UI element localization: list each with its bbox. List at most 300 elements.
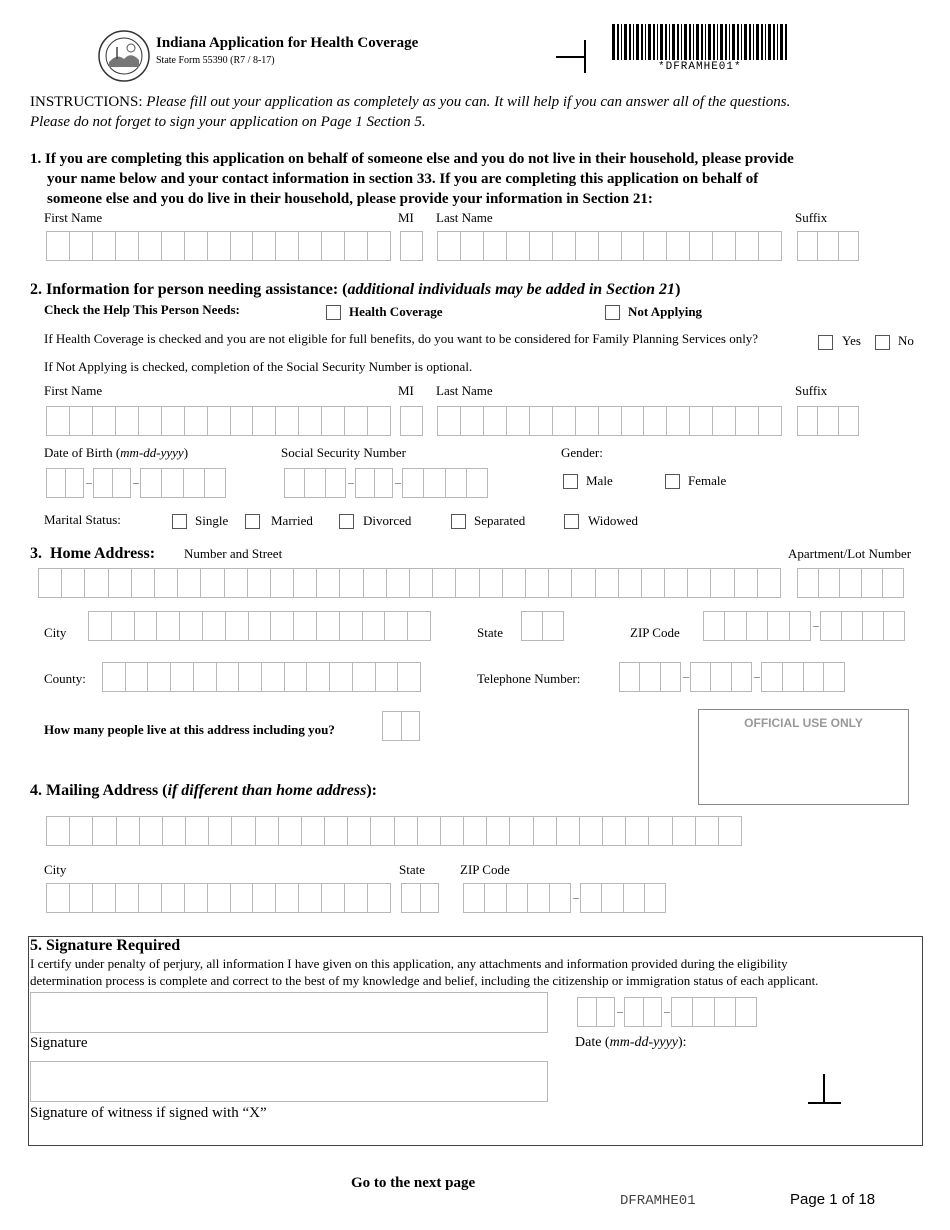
character-cell xyxy=(690,232,713,260)
character-cell xyxy=(534,817,557,845)
section1-line2: your name below and your contact information in section 33. If you are completing this application on behalf of xyxy=(47,171,759,187)
character-cell xyxy=(186,817,209,845)
character-cell xyxy=(507,232,530,260)
ssn-dash xyxy=(348,483,354,484)
character-cell xyxy=(839,407,858,435)
mailing-city-label: City xyxy=(44,862,67,877)
s2-suffix-input[interactable] xyxy=(797,406,859,436)
barcode-bar xyxy=(768,24,771,60)
character-cell xyxy=(619,569,642,597)
sign-date-year-input[interactable] xyxy=(671,997,757,1027)
character-cell xyxy=(711,569,734,597)
s1-last-name-input[interactable] xyxy=(437,231,782,261)
character-cell xyxy=(231,884,254,912)
character-cell xyxy=(305,469,325,497)
section4-title-end: ): xyxy=(366,782,377,799)
county-input[interactable] xyxy=(102,662,421,692)
character-cell xyxy=(581,884,602,912)
dob-label-close: ) xyxy=(183,445,189,460)
marital-divorced-label: Divorced xyxy=(363,513,412,528)
household-count-input[interactable] xyxy=(382,711,420,741)
home-zip5-input[interactable] xyxy=(703,611,811,641)
dob-month-input[interactable] xyxy=(46,468,84,498)
character-cell xyxy=(276,884,299,912)
s1-last-name-label: Last Name xyxy=(436,210,493,225)
character-cell xyxy=(271,612,294,640)
character-cell xyxy=(271,569,294,597)
dob-year-input[interactable] xyxy=(140,468,226,498)
character-cell xyxy=(461,407,484,435)
street-label: Number and Street xyxy=(184,546,283,561)
gender-label: Gender: xyxy=(561,445,603,460)
character-cell xyxy=(464,817,487,845)
state-seal-icon xyxy=(97,29,151,83)
character-cell xyxy=(408,612,430,640)
character-cell xyxy=(148,663,171,691)
family-planning-yes-label: Yes xyxy=(842,333,861,348)
s1-first-name-label: First Name xyxy=(44,210,103,225)
not-applying-label: Not Applying xyxy=(628,304,703,319)
character-cell xyxy=(139,407,162,435)
character-cell xyxy=(580,817,603,845)
phone-area-input[interactable] xyxy=(619,662,681,692)
character-cell xyxy=(691,663,711,691)
county-label: County: xyxy=(44,671,86,686)
barcode-bar xyxy=(705,24,706,60)
character-cell xyxy=(231,232,254,260)
section4-heading xyxy=(30,782,377,800)
character-cell xyxy=(279,817,302,845)
character-cell xyxy=(690,407,713,435)
character-cell xyxy=(725,612,746,640)
character-cell xyxy=(385,612,408,640)
character-cell xyxy=(253,232,276,260)
character-cell xyxy=(747,612,768,640)
character-cell xyxy=(798,407,818,435)
character-cell xyxy=(441,817,464,845)
character-cell xyxy=(424,469,445,497)
s2-last-name-label: Last Name xyxy=(436,383,493,398)
section1-heading xyxy=(30,149,794,209)
character-cell xyxy=(317,569,340,597)
character-cell xyxy=(217,663,240,691)
character-cell xyxy=(576,232,599,260)
sign-date-label-close: ): xyxy=(678,1035,687,1050)
character-cell xyxy=(163,817,186,845)
family-planning-no-checkbox[interactable] xyxy=(875,335,890,350)
mailing-state-input[interactable] xyxy=(401,883,439,913)
mailing-zip-label: ZIP Code xyxy=(460,862,510,877)
character-cell xyxy=(345,407,368,435)
character-cell xyxy=(203,612,226,640)
s2-first-name-input[interactable] xyxy=(46,406,391,436)
character-cell xyxy=(503,569,526,597)
phone-dash xyxy=(683,677,689,678)
phone-prefix-input[interactable] xyxy=(690,662,752,692)
sign-date-label xyxy=(575,1035,687,1051)
not-applying-checkbox[interactable] xyxy=(605,305,620,320)
character-cell xyxy=(644,232,667,260)
character-cell xyxy=(719,817,741,845)
character-cell xyxy=(85,569,108,597)
character-cell xyxy=(704,612,725,640)
character-cell xyxy=(672,998,693,1026)
barcode-bar xyxy=(717,24,718,60)
dob-label-text: Date of Birth ( xyxy=(44,445,121,460)
s1-suffix-input[interactable] xyxy=(797,231,859,261)
character-cell xyxy=(667,232,690,260)
phone-label: Telephone Number: xyxy=(477,671,581,686)
sign-date-month-input[interactable] xyxy=(577,997,615,1027)
character-cell xyxy=(232,817,255,845)
character-cell xyxy=(790,612,810,640)
character-cell xyxy=(819,569,840,597)
barcode-bar xyxy=(660,24,663,60)
character-cell xyxy=(294,612,317,640)
character-cell xyxy=(116,407,139,435)
character-cell xyxy=(732,663,751,691)
section1-line1: 1. If you are completing this application on behalf of someone else and you do not live in their household, please provide xyxy=(30,151,794,167)
health-coverage-checkbox[interactable] xyxy=(326,305,341,320)
character-cell xyxy=(798,232,818,260)
instructions-line1: Please fill out your application as completely as you can. It will help if you can answer all of the questions. xyxy=(146,94,791,110)
ssn-label: Social Security Number xyxy=(281,445,406,460)
s2-last-name-input[interactable] xyxy=(437,406,782,436)
character-cell xyxy=(209,817,232,845)
character-cell xyxy=(345,232,368,260)
household-count-question: How many people live at this address including you? xyxy=(44,722,335,737)
character-cell xyxy=(401,407,422,435)
gender-female-checkbox[interactable] xyxy=(665,474,680,489)
character-cell xyxy=(862,569,883,597)
character-cell xyxy=(162,407,185,435)
barcode-bar xyxy=(701,24,703,60)
character-cell xyxy=(299,232,322,260)
character-cell xyxy=(804,663,825,691)
barcode-bar xyxy=(765,24,766,60)
character-cell xyxy=(383,712,402,740)
character-cell xyxy=(340,569,363,597)
character-cell xyxy=(322,407,345,435)
character-cell xyxy=(208,407,231,435)
character-cell xyxy=(178,569,201,597)
character-cell xyxy=(162,232,185,260)
mailing-street-input[interactable] xyxy=(46,816,742,846)
character-cell xyxy=(599,407,622,435)
signature-input[interactable] xyxy=(30,992,548,1033)
character-cell xyxy=(62,569,85,597)
barcode-bar xyxy=(737,24,739,60)
character-cell xyxy=(446,469,467,497)
character-cell xyxy=(132,569,155,597)
character-cell xyxy=(226,612,249,640)
character-cell xyxy=(140,817,163,845)
home-state-label: State xyxy=(477,625,503,640)
s2-mi-input[interactable] xyxy=(400,406,423,436)
s1-first-name-input[interactable] xyxy=(46,231,391,261)
witness-signature-input[interactable] xyxy=(30,1061,548,1102)
character-cell xyxy=(185,884,208,912)
character-cell xyxy=(528,884,549,912)
s2-first-name-label: First Name xyxy=(44,383,103,398)
character-cell xyxy=(248,569,271,597)
gender-male-checkbox[interactable] xyxy=(563,474,578,489)
character-cell xyxy=(713,407,736,435)
instructions-label: INSTRUCTIONS: xyxy=(30,94,143,110)
instructions-line2: Please do not forget to sign your application on Page 1 Section 5. xyxy=(30,114,426,130)
character-cell xyxy=(208,232,231,260)
section2-title-end: ) xyxy=(675,281,681,298)
barcode-bar xyxy=(621,24,622,60)
character-cell xyxy=(667,407,690,435)
character-cell xyxy=(530,232,553,260)
barcode-bar xyxy=(636,24,639,60)
official-use-label: OFFICIAL USE ONLY xyxy=(744,716,863,730)
character-cell xyxy=(673,817,696,845)
character-cell xyxy=(798,569,819,597)
character-cell xyxy=(317,612,340,640)
home-city-label: City xyxy=(44,625,67,640)
character-cell xyxy=(93,817,116,845)
character-cell xyxy=(735,569,758,597)
character-cell xyxy=(620,663,640,691)
marital-married-label: Married xyxy=(271,513,313,528)
character-cell xyxy=(557,817,580,845)
form-number: State Form 55390 (R7 / 8-17) xyxy=(156,55,275,66)
certification-line2: determination process is complete and correct to the best of my knowledge and belief, including the citizenship or immigration status of each applicant. xyxy=(30,973,819,988)
barcode-bar xyxy=(749,24,751,60)
character-cell xyxy=(510,817,533,845)
barcode-bar xyxy=(681,24,682,60)
witness-signature-label: Signature of witness if signed with “X” xyxy=(30,1105,267,1121)
marital-status-label: Marital Status: xyxy=(44,512,121,527)
home-apt-input[interactable] xyxy=(797,568,904,598)
character-cell xyxy=(530,407,553,435)
character-cell xyxy=(821,612,842,640)
character-cell xyxy=(201,569,224,597)
character-cell xyxy=(597,998,615,1026)
character-cell xyxy=(205,469,225,497)
character-cell xyxy=(345,884,368,912)
character-cell xyxy=(759,407,781,435)
character-cell xyxy=(576,407,599,435)
character-cell xyxy=(883,569,903,597)
character-cell xyxy=(356,469,375,497)
character-cell xyxy=(116,884,139,912)
character-cell xyxy=(884,612,904,640)
s1-mi-input[interactable] xyxy=(400,231,423,261)
character-cell xyxy=(622,407,645,435)
section2-title-start: 2. Information for person needing assistance: ( xyxy=(30,281,348,298)
marital-married-checkbox[interactable] xyxy=(245,514,260,529)
barcode-bar xyxy=(648,24,651,60)
section1-line3: someone else and you do live in their household, please provide your information in Section 21: xyxy=(47,191,653,207)
s1-mi-label: MI xyxy=(398,210,414,225)
zip-dash xyxy=(573,898,579,899)
barcode-bar xyxy=(725,24,727,60)
character-cell xyxy=(736,407,759,435)
character-cell xyxy=(70,817,93,845)
barcode-bar xyxy=(708,24,711,60)
character-cell xyxy=(713,232,736,260)
barcode-bar xyxy=(773,24,775,60)
phone-line-input[interactable] xyxy=(761,662,845,692)
character-cell xyxy=(645,884,665,912)
home-zip-label: ZIP Code xyxy=(630,625,680,640)
character-cell xyxy=(484,232,507,260)
character-cell xyxy=(353,663,376,691)
s2-suffix-label: Suffix xyxy=(795,383,828,398)
family-planning-no-label: No xyxy=(898,333,914,348)
home-zip4-input[interactable] xyxy=(820,611,905,641)
character-cell xyxy=(47,469,66,497)
section5-title: 5. Signature Required xyxy=(30,937,181,954)
barcode-bar xyxy=(720,24,723,60)
character-cell xyxy=(70,232,93,260)
character-cell xyxy=(418,817,441,845)
sign-date-day-input[interactable] xyxy=(624,997,662,1027)
character-cell xyxy=(66,469,84,497)
character-cell xyxy=(253,884,276,912)
character-cell xyxy=(325,817,348,845)
section4-title-start: 4. Mailing Address ( xyxy=(30,782,168,799)
dob-label xyxy=(44,445,188,461)
marital-separated-checkbox[interactable] xyxy=(451,514,466,529)
character-cell xyxy=(162,884,185,912)
home-city-input[interactable] xyxy=(88,611,431,641)
character-cell xyxy=(626,817,649,845)
character-cell xyxy=(368,232,390,260)
character-cell xyxy=(402,884,421,912)
sign-date-label-text: Date ( xyxy=(575,1035,610,1050)
character-cell xyxy=(839,232,858,260)
character-cell xyxy=(371,817,394,845)
character-cell xyxy=(285,663,308,691)
home-state-input[interactable] xyxy=(521,611,564,641)
character-cell xyxy=(438,232,461,260)
barcode-bar xyxy=(684,24,687,60)
barcode-bar xyxy=(713,24,715,60)
character-cell xyxy=(93,232,116,260)
character-cell xyxy=(461,232,484,260)
character-cell xyxy=(47,817,70,845)
barcode-bar xyxy=(672,24,675,60)
ssn-dash xyxy=(395,483,401,484)
character-cell xyxy=(387,569,410,597)
ssn-part3-input[interactable] xyxy=(402,468,488,498)
home-street-input[interactable] xyxy=(38,568,781,598)
form-title: Indiana Application for Health Coverage xyxy=(156,35,419,51)
character-cell xyxy=(139,232,162,260)
character-cell xyxy=(112,612,135,640)
character-cell xyxy=(403,469,424,497)
health-coverage-label: Health Coverage xyxy=(349,304,443,319)
dob-dash xyxy=(86,483,92,484)
section2-title-italic: additional individuals may be added in Section 21 xyxy=(347,281,676,298)
barcode-bar xyxy=(645,24,646,60)
character-cell xyxy=(39,569,62,597)
character-cell xyxy=(171,663,194,691)
character-cell xyxy=(299,407,322,435)
character-cell xyxy=(47,884,70,912)
marital-divorced-checkbox[interactable] xyxy=(339,514,354,529)
character-cell xyxy=(368,407,390,435)
character-cell xyxy=(762,663,783,691)
character-cell xyxy=(302,817,325,845)
marital-separated-label: Separated xyxy=(474,513,526,528)
character-cell xyxy=(139,884,162,912)
family-planning-yes-checkbox[interactable] xyxy=(818,335,833,350)
character-cell xyxy=(93,407,116,435)
character-cell xyxy=(438,407,461,435)
mailing-city-input[interactable] xyxy=(46,883,391,913)
character-cell xyxy=(736,232,759,260)
character-cell xyxy=(688,569,711,597)
character-cell xyxy=(225,569,248,597)
character-cell xyxy=(665,569,688,597)
character-cell xyxy=(253,407,276,435)
barcode-bar xyxy=(633,24,634,60)
barcode-bar xyxy=(641,24,643,60)
character-cell xyxy=(185,407,208,435)
character-cell xyxy=(818,407,838,435)
barcode-text: *DFRAMHE01* xyxy=(658,61,742,73)
character-cell xyxy=(526,569,549,597)
barcode-bar xyxy=(732,24,735,60)
marital-single-checkbox[interactable] xyxy=(172,514,187,529)
character-cell xyxy=(239,663,262,691)
check-help-label: Check the Help This Person Needs: xyxy=(44,302,240,317)
barcode-bar xyxy=(741,24,742,60)
character-cell xyxy=(640,663,660,691)
character-cell xyxy=(553,232,576,260)
ssn-part2-input[interactable] xyxy=(355,468,393,498)
character-cell xyxy=(842,612,863,640)
character-cell xyxy=(507,884,528,912)
footer-form-code: DFRAMHE01 xyxy=(620,1193,696,1209)
character-cell xyxy=(736,998,756,1026)
marital-single-label: Single xyxy=(195,513,229,528)
character-cell xyxy=(602,884,623,912)
section3-title: 3. Home Address: xyxy=(30,545,156,562)
character-cell xyxy=(484,407,507,435)
character-cell xyxy=(402,712,420,740)
character-cell xyxy=(326,469,345,497)
character-cell xyxy=(553,407,576,435)
character-cell xyxy=(194,663,217,691)
character-cell xyxy=(126,663,149,691)
dob-day-input[interactable] xyxy=(93,468,131,498)
character-cell xyxy=(276,407,299,435)
character-cell xyxy=(375,469,393,497)
character-cell xyxy=(758,569,780,597)
character-cell xyxy=(340,612,363,640)
character-cell xyxy=(783,663,804,691)
character-cell xyxy=(364,569,387,597)
character-cell xyxy=(467,469,487,497)
ssn-part1-input[interactable] xyxy=(284,468,346,498)
mailing-zip5-input[interactable] xyxy=(463,883,571,913)
character-cell xyxy=(624,884,645,912)
character-cell xyxy=(759,232,781,260)
mailing-zip4-input[interactable] xyxy=(580,883,666,913)
certification-line1: I certify under penalty of perjury, all information I have given on this application, any attachments and information provided during the eligibility xyxy=(30,956,788,971)
marital-widowed-checkbox[interactable] xyxy=(564,514,579,529)
character-cell xyxy=(549,569,572,597)
character-cell xyxy=(642,569,665,597)
character-cell xyxy=(141,469,162,497)
character-cell xyxy=(249,612,272,640)
